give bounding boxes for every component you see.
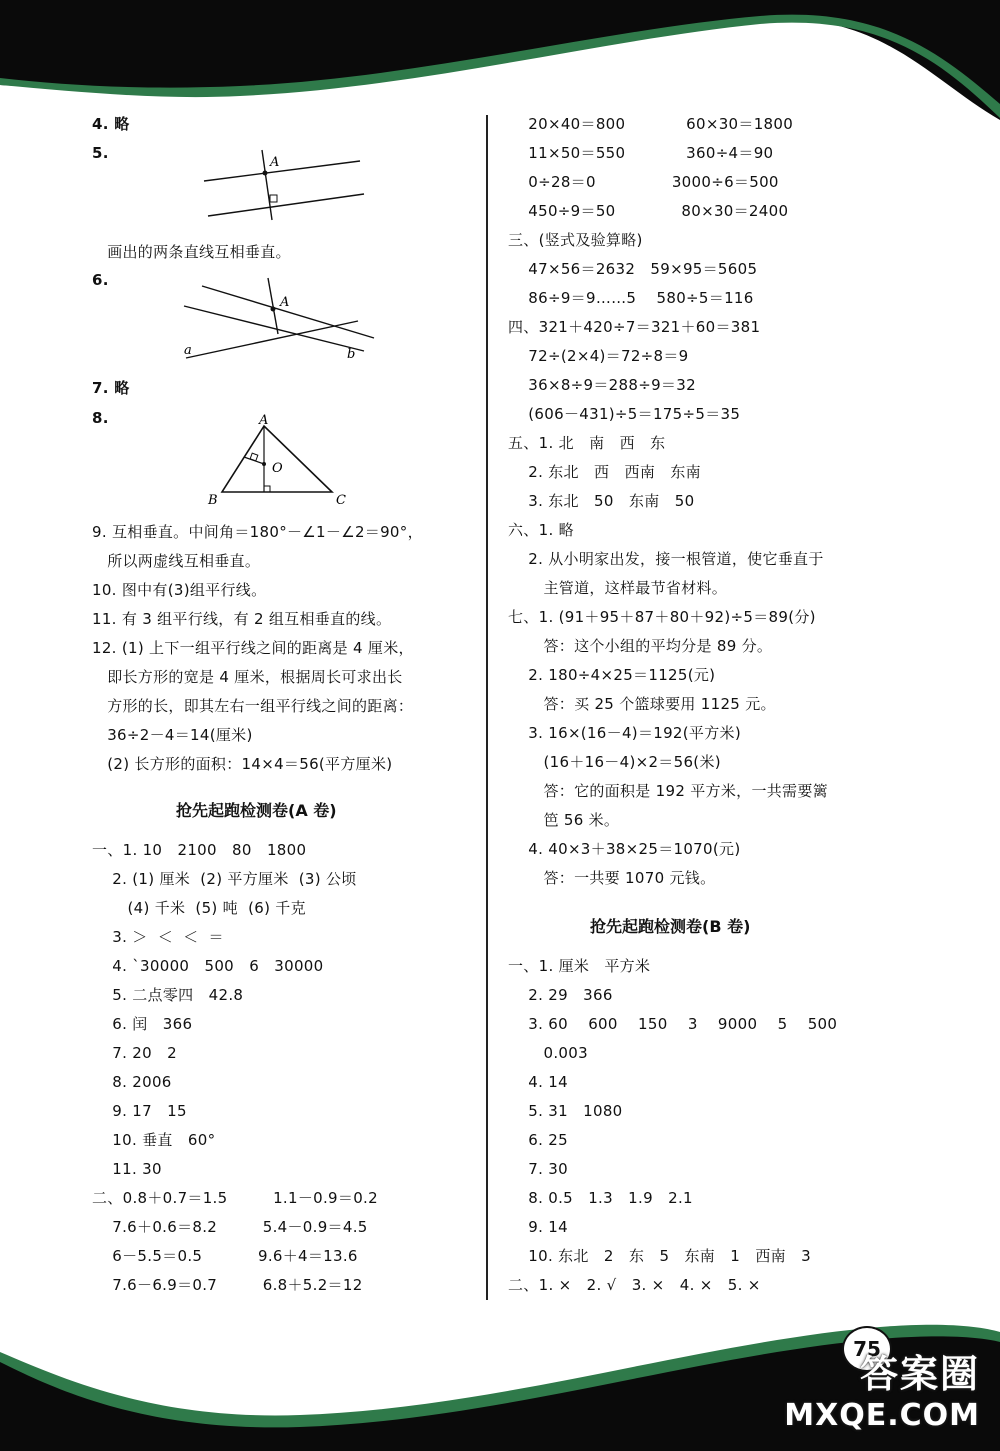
figure-8-triangle xyxy=(204,414,364,506)
answer-line: 4. 40×3＋38×25＝1070(元) xyxy=(508,840,741,858)
fig8-label-o: O xyxy=(272,461,283,476)
section-b-line: 二、1. × 2. √ 3. × 4. × 5. × xyxy=(508,1276,761,1294)
answer-line: 四、321＋420÷7＝321＋60＝381 xyxy=(508,318,761,336)
answer-line: 47×56＝2632 59×95＝5605 xyxy=(508,260,758,278)
section-b-line: 6. 25 xyxy=(508,1131,568,1149)
answer-12: 12. (1) 上下一组平行线之间的距离是 4 厘米， xyxy=(92,639,414,657)
section-b-line: 5. 31 1080 xyxy=(508,1102,623,1120)
fig8-label-c: C xyxy=(336,493,346,506)
section-a-line: 7.6＋0.6＝8.2 5.4－0.9＝4.5 xyxy=(92,1218,368,1236)
answer-line: 答：这个小组的平均分是 89 分。 xyxy=(508,637,773,655)
answer-line: 答：买 25 个篮球要用 1125 元。 xyxy=(508,695,776,713)
answer-line: 0÷28＝0 3000÷6＝500 xyxy=(508,173,779,191)
section-a-line: 6－5.5＝0.5 9.6＋4＝13.6 xyxy=(92,1247,358,1265)
fig6-label-line-a: a xyxy=(184,343,192,358)
answer-line: 3. 东北 50 东南 50 xyxy=(508,492,695,510)
section-a-line: 10. 垂直 60° xyxy=(92,1131,216,1149)
answer-9: 9. 互相垂直。中间角＝180°－∠1－∠2＝90°， xyxy=(92,523,423,541)
column-divider xyxy=(486,115,488,1300)
answer-line: 2. 东北 西 西南 东南 xyxy=(508,463,701,481)
section-a-line: 7.6－6.9＝0.7 6.8＋5.2＝12 xyxy=(92,1276,363,1294)
answer-7: 7. 略 xyxy=(92,379,130,397)
answer-line: (606－431)÷5＝175÷5＝35 xyxy=(508,405,741,423)
answer-line: 3. 16×(16－4)＝192(平方米) xyxy=(508,724,741,742)
answer-12-line2: 即长方形的宽是 4 厘米，根据周长可求出长 xyxy=(92,668,403,686)
watermark-line1: 答案圈 xyxy=(859,1352,980,1396)
page-number: 75 xyxy=(842,1326,892,1372)
answer-11: 11. 有 3 组平行线，有 2 组互相垂直的线。 xyxy=(92,610,392,628)
answer-line: 20×40＝800 60×30＝1800 xyxy=(508,115,794,133)
answer-9-cont: 所以两虚线互相垂直。 xyxy=(92,552,261,570)
section-b-line: 10. 东北 2 东 5 东南 1 西南 3 xyxy=(508,1247,811,1265)
answer-line: 答：它的面积是 192 平方米，一共需要篱 xyxy=(508,782,828,800)
answer-line: 主管道，这样最节省材料。 xyxy=(508,579,728,597)
section-b-line: 8. 0.5 1.3 1.9 2.1 xyxy=(508,1189,693,1207)
section-b-line: 9. 14 xyxy=(508,1218,568,1236)
section-b-line: 3. 60 600 150 3 9000 5 500 xyxy=(508,1015,838,1033)
answer-line: 86÷9＝9……5 580÷5＝116 xyxy=(508,289,754,307)
section-a-line: 4. `30000 500 6 30000 xyxy=(92,957,324,975)
answer-line: 六、1. 略 xyxy=(508,521,574,539)
answer-12-line3: 方形的长，即其左右一组平行线之间的距离： xyxy=(92,697,414,715)
answer-8-label: 8. xyxy=(92,409,109,427)
fig5-label-a: A xyxy=(270,155,280,170)
fig6-label-line-b: b xyxy=(347,347,356,361)
figure-5-perpendicular-lines xyxy=(200,148,365,223)
section-a-line: 7. 20 2 xyxy=(92,1044,177,1062)
fig6-label-a: A xyxy=(280,295,290,310)
answer-10: 10. 图中有(3)组平行线。 xyxy=(92,581,267,599)
answer-line: 笆 56 米。 xyxy=(508,811,620,829)
watermark xyxy=(784,1343,980,1433)
section-a-line: (4) 千米 (5) 吨 (6) 千克 xyxy=(92,899,306,917)
answer-4: 4. 略 xyxy=(92,115,130,133)
section-b-line: 一、1. 厘米 平方米 xyxy=(508,957,651,975)
section-b-line: 4. 14 xyxy=(508,1073,568,1091)
section-a-line: 3. ＞ ＜ ＜ ＝ xyxy=(92,928,224,946)
answer-line: 11×50＝550 360÷4＝90 xyxy=(508,144,774,162)
answer-line: 2. 180÷4×25＝1125(元) xyxy=(508,666,716,684)
section-a-line: 5. 二点零四 42.8 xyxy=(92,986,244,1004)
section-a-title: 抢先起跑检测卷(A 卷) xyxy=(176,801,337,820)
section-b-line: 7. 30 xyxy=(508,1160,568,1178)
section-b-title: 抢先起跑检测卷(B 卷) xyxy=(590,917,751,936)
fig8-label-a: A xyxy=(259,414,269,428)
section-a-line: 6. 闰 366 xyxy=(92,1015,193,1033)
section-b-line: 0.003 xyxy=(508,1044,588,1062)
answer-5-label: 5. xyxy=(92,144,109,162)
answer-line: 答：一共要 1070 元钱。 xyxy=(508,869,716,887)
section-a-line: 8. 2006 xyxy=(92,1073,172,1091)
answer-line: 2. 从小明家出发，接一根管道，使它垂直于 xyxy=(508,550,824,568)
fig8-label-b: B xyxy=(208,493,218,506)
answer-line: 七、1. (91＋95＋87＋80＋92)÷5＝89(分) xyxy=(508,608,816,626)
answer-6-label: 6. xyxy=(92,271,109,289)
section-a-line: 2. (1) 厘米 (2) 平方厘米 (3) 公顷 xyxy=(92,870,357,888)
answer-12-line4: 36÷2－4＝14(厘米) xyxy=(92,726,253,744)
answer-line: 三、(竖式及验算略) xyxy=(508,231,643,249)
answer-5-text: 画出的两条直线互相垂直。 xyxy=(92,243,291,261)
answer-line: 36×8÷9＝288÷9＝32 xyxy=(508,376,696,394)
answer-line: 五、1. 北 南 西 东 xyxy=(508,434,666,452)
section-a-line: 9. 17 15 xyxy=(92,1102,187,1120)
answer-line: 450÷9＝50 80×30＝2400 xyxy=(508,202,789,220)
answer-line: 72÷(2×4)＝72÷8＝9 xyxy=(508,347,689,365)
section-a-line: 一、1. 10 2100 80 1800 xyxy=(92,841,307,859)
section-a-line: 二、0.8＋0.7＝1.5 1.1－0.9＝0.2 xyxy=(92,1189,378,1207)
section-a-line: 11. 30 xyxy=(92,1160,162,1178)
answer-line: (16＋16－4)×2＝56(米) xyxy=(508,753,721,771)
watermark-line2: MXQE.COM xyxy=(784,1398,980,1433)
section-b-line: 2. 29 366 xyxy=(508,986,613,1004)
answer-12-line5: (2) 长方形的面积：14×4＝56(平方厘米) xyxy=(92,755,393,773)
figure-6-lines xyxy=(182,276,382,361)
